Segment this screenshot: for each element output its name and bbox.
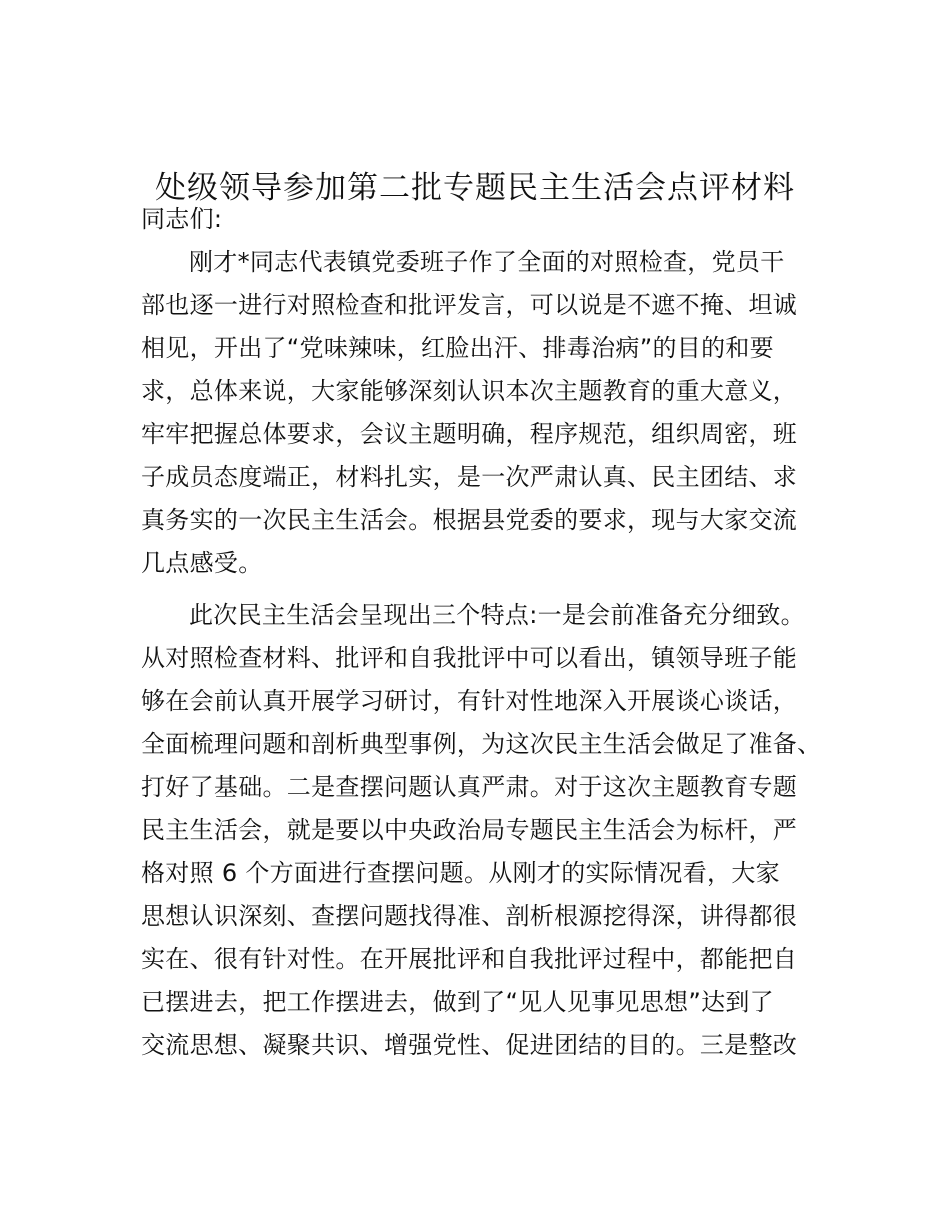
paragraph-line: 几点感受。 <box>141 549 263 577</box>
paragraph-line: 部也逐一进行对照检查和批评发言，可以说是不遮不掩、坦诚 <box>141 291 798 319</box>
paragraph-line: 交流思想、凝聚共识、增强党性、促进团结的目的。三是整改 <box>141 1031 798 1059</box>
paragraph-line: 求，总体来说，大家能够深刻认识本次主题教育的重大意义， <box>141 377 798 405</box>
paragraph-line: 全面梳理问题和剖析典型事例，为这次民主生活会做足了准备、 <box>141 730 822 758</box>
paragraph-line: 牢牢把握总体要求，会议主题明确，程序规范，组织周密，班 <box>141 420 798 448</box>
paragraph-line: 实在、很有针对性。在开展批评和自我批评过程中，都能把自 <box>141 945 798 973</box>
paragraph-line: 打好了基础。二是查摆问题认真严肃。对于这次主题教育专题 <box>141 773 798 801</box>
paragraph-line: 从对照检查材料、批评和自我批评中可以看出，镇领导班子能 <box>141 644 798 672</box>
paragraph-line: 民主生活会，就是要以中央政治局专题民主生活会为标杆，严 <box>141 816 798 844</box>
paragraph-line: 已摆进去，把工作摆进去，做到了“见人见事见思想”达到了 <box>141 988 774 1016</box>
paragraph-line: 刚才*同志代表镇党委班子作了全面的对照检查，党员干 <box>189 248 785 276</box>
paragraph-line: 思想认识深刻、查摆问题找得准、剖析根源挖得深，讲得都很 <box>141 902 798 930</box>
paragraph-line: 够在会前认真开展学习研讨，有针对性地深入开展谈心谈话， <box>141 687 798 715</box>
salutation: 同志们: <box>141 205 223 233</box>
paragraph-line: 真务实的一次民主生活会。根据县党委的要求，现与大家交流 <box>141 506 798 534</box>
paragraph-line: 子成员态度端正，材料扎实，是一次严肃认真、民主团结、求 <box>141 463 798 491</box>
document-title: 处级领导参加第二批专题民主生活会点评材料 <box>155 170 795 206</box>
document-body <box>141 198 821 1067</box>
paragraph-1 <box>141 241 821 585</box>
paragraph-line: 相见，开出了“党味辣味，红脸出汗、排毒治病”的目的和要 <box>141 334 774 362</box>
paragraph-2 <box>141 594 821 1067</box>
paragraph-line: 此次民主生活会呈现出三个特点:一是会前准备充分细致。 <box>189 601 805 629</box>
paragraph-spacer <box>141 585 821 594</box>
paragraph-line: 格对照 6 个方面进行查摆问题。从刚才的实际情况看，大家 <box>141 859 780 887</box>
